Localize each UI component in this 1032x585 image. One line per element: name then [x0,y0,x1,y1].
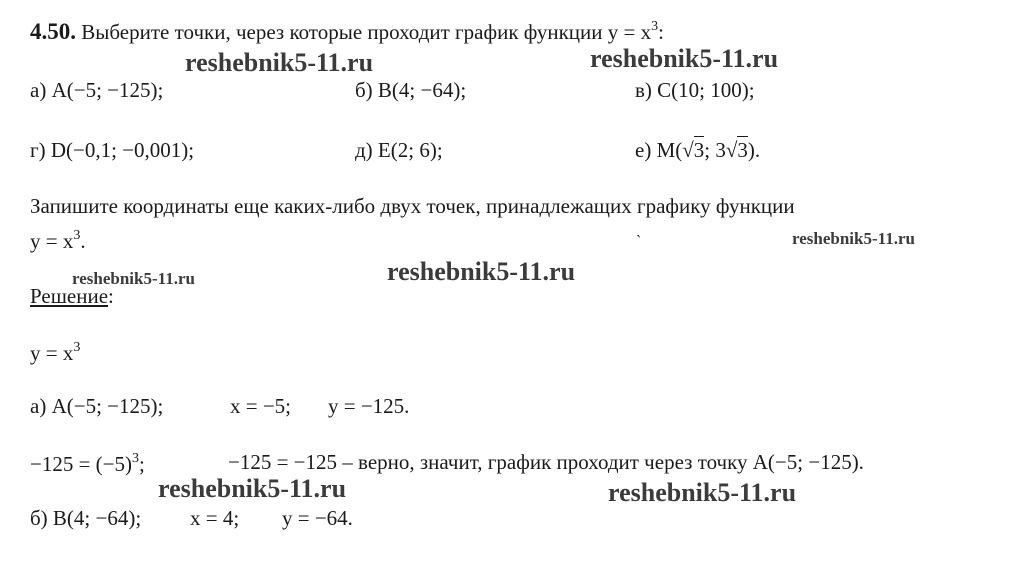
solution-func-exp: 3 [73,340,81,355]
problem-exponent: 3 [651,19,659,34]
solution-func-text: y = x [30,341,74,365]
watermark: reshebnik5-11.ru [792,229,915,248]
problem-number: 4.50. [30,19,76,44]
solution-a-check-exp: 3 [132,451,140,466]
solution-a-point: а) A(−5; −125); [30,394,164,418]
watermark: reshebnik5-11.ru [158,474,347,503]
watermark: reshebnik5-11.ru [590,44,779,73]
watermark: reshebnik5-11.ru [608,478,797,507]
option-f-prefix: е) M( [635,138,683,162]
option-d: г) D(−0,1; −0,001); [30,138,195,162]
solution-heading [30,286,114,307]
option-b: б) B(4; −64); [355,78,467,102]
task2-line2 [30,229,86,252]
solution-b-y: y = −64. [282,506,353,530]
option-f-radicand-1: 3 [693,138,705,162]
problem-statement [30,20,664,43]
option-c: в) C(10; 100); [635,78,755,102]
solution-a-check-left [30,452,145,475]
option-f-radicand-2: 3 [737,138,748,162]
solution-b-x: x = 4; [190,506,240,530]
option-f [635,140,760,161]
sqrt-symbol-1: √3 [682,138,705,162]
option-e: д) E(2; 6); [355,138,443,162]
problem-text-end: : [658,20,664,44]
solution-heading-colon: : [108,284,114,308]
watermark: reshebnik5-11.ru [72,269,195,288]
option-f-mid: ; 3 [704,138,726,162]
option-f-suffix: ). [747,138,761,162]
solution-b-point: б) B(4; −64); [30,506,142,530]
option-a: а) A(−5; −125); [30,78,164,102]
solution-heading-text: Решение [30,284,109,308]
watermark: reshebnik5-11.ru [185,48,374,77]
problem-text: Выберите точки, через которые проходит график функции y = x [76,20,652,44]
solution-a-check-right: −125 = −125 – верно, значит, график проходит через точку A(−5; −125). [228,450,864,474]
task2-end: . [80,229,86,253]
solution-a-x: x = −5; [230,394,292,418]
task2-line1: Запишите координаты еще каких-либо двух точек, принадлежащих графику функции [30,194,795,218]
watermark: reshebnik5-11.ru [387,257,576,286]
solution-func [30,341,80,364]
solution-a-check-mid: ; [139,452,145,476]
solution-a-check-expr: −125 = (−5) [30,452,133,476]
sqrt-symbol-2: √3 [725,138,748,162]
task2-exponent: 3 [73,228,81,243]
stray-mark: ` [636,233,642,250]
task2-func: y = x [30,229,74,253]
solution-a-y: y = −125. [328,394,410,418]
